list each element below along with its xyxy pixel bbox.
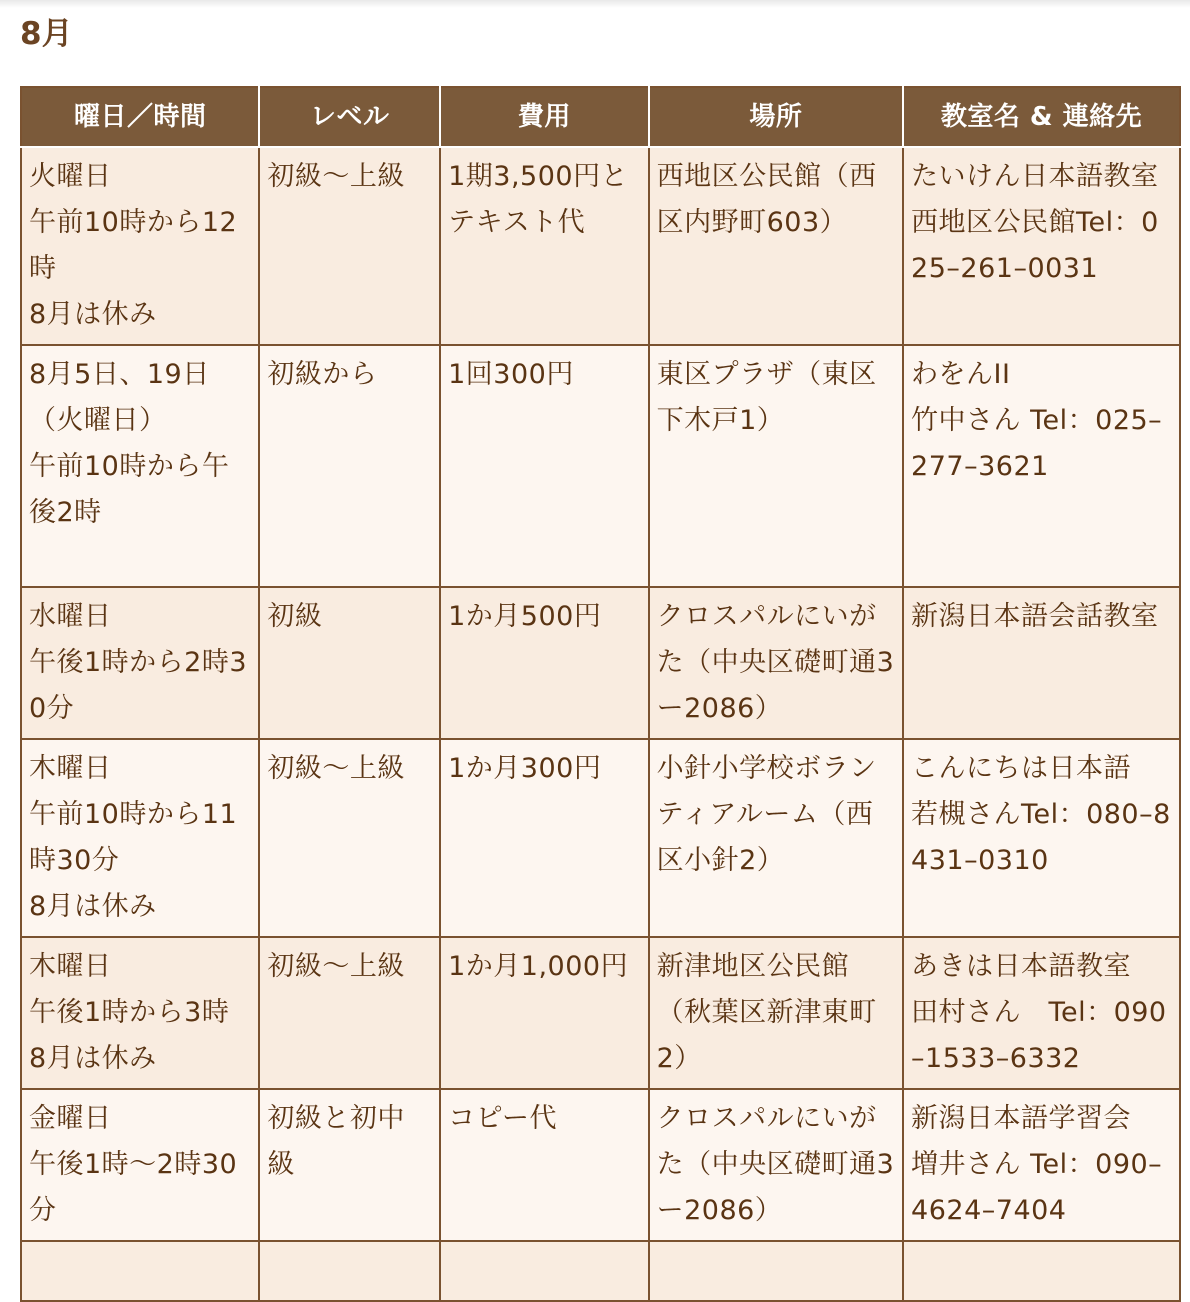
cell-time: 木曜日 午前10時から11時30分 8月は休み — [21, 739, 259, 937]
cell-place — [649, 1241, 903, 1301]
month-heading: 8月 — [20, 16, 73, 52]
cell-fee: 1か月1,000円 — [440, 937, 648, 1089]
cell-place: 新津地区公民館（秋葉区新津東町2） — [649, 937, 903, 1089]
cell-level: 初級と初中級 — [259, 1089, 440, 1241]
table-row — [21, 345, 1180, 587]
cell-time: 火曜日 午前10時から12時 8月は休み — [21, 147, 259, 345]
cell-level: 初級 — [259, 587, 440, 739]
cell-time: 木曜日 午後1時から3時 8月は休み — [21, 937, 259, 1089]
top-shadow — [0, 0, 1190, 8]
cell-contact: たいけん日本語教室 西地区公民館Tel：025–261–0031 — [903, 147, 1180, 345]
schedule-table — [20, 86, 1181, 1302]
cell-fee: 1か月500円 — [440, 587, 648, 739]
table-header-row — [21, 87, 1180, 147]
cell-contact: こんにちは日本語 若槻さんTel：080–8431–0310 — [903, 739, 1180, 937]
cell-fee — [440, 1241, 648, 1301]
cell-place: クロスパルにいがた（中央区礎町通3ー2086） — [649, 1089, 903, 1241]
table-row — [21, 937, 1180, 1089]
header-contact: 教室名 & 連絡先 — [903, 87, 1180, 147]
header-level: レベル — [259, 87, 440, 147]
cell-fee: 1回300円 — [440, 345, 648, 587]
cell-contact: わをんII 竹中さん Tel：025–277–3621 — [903, 345, 1180, 587]
cell-contact: 新潟日本語学習会 増井さん Tel：090–4624–7404 — [903, 1089, 1180, 1241]
table-row — [21, 587, 1180, 739]
header-place: 場所 — [649, 87, 903, 147]
cell-fee: コピー代 — [440, 1089, 648, 1241]
cell-fee: 1期3,500円とテキスト代 — [440, 147, 648, 345]
cell-level: 初級〜上級 — [259, 147, 440, 345]
cell-time: 金曜日 午後1時〜2時30分 — [21, 1089, 259, 1241]
cell-level: 初級から — [259, 345, 440, 587]
cell-contact — [903, 1241, 1180, 1301]
cell-place: クロスパルにいがた（中央区礎町通3ー2086） — [649, 587, 903, 739]
cell-place: 東区プラザ（東区下木戸1） — [649, 345, 903, 587]
header-time: 曜日／時間 — [21, 87, 259, 147]
cell-contact: 新潟日本語会話教室 — [903, 587, 1180, 739]
table-row — [21, 739, 1180, 937]
cell-level: 初級〜上級 — [259, 739, 440, 937]
cell-place: 西地区公民館（西区内野町603） — [649, 147, 903, 345]
cell-time: 8月5日、19日（火曜日） 午前10時から午後2時 — [21, 345, 259, 587]
cell-time — [21, 1241, 259, 1301]
cell-contact: あきは日本語教室 田村さん Tel：090–1533–6332 — [903, 937, 1180, 1089]
cell-time: 水曜日 午後1時から2時30分 — [21, 587, 259, 739]
table-row — [21, 1241, 1180, 1301]
cell-level: 初級〜上級 — [259, 937, 440, 1089]
table-row — [21, 147, 1180, 345]
table-row — [21, 1089, 1180, 1241]
cell-level — [259, 1241, 440, 1301]
cell-fee: 1か月300円 — [440, 739, 648, 937]
cell-place: 小針小学校ボランティアルーム（西区小針2） — [649, 739, 903, 937]
header-fee: 費用 — [440, 87, 648, 147]
